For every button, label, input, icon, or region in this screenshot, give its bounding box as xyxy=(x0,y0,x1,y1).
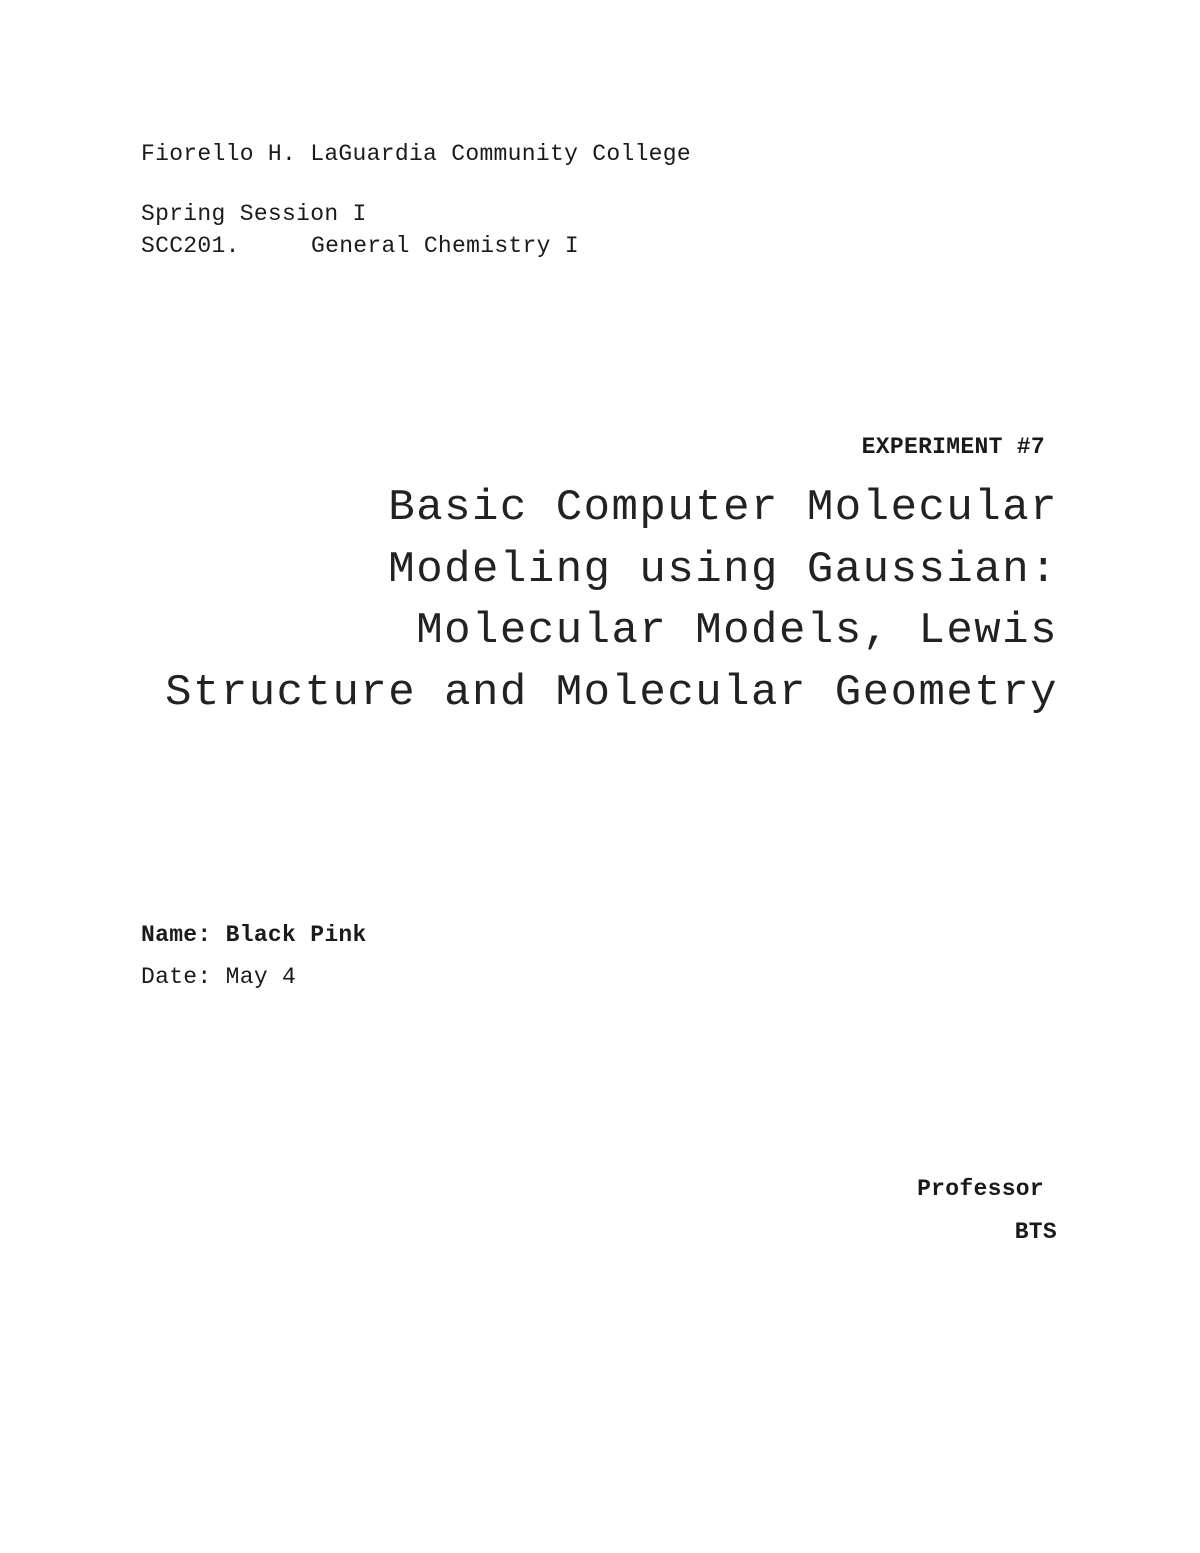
course-code: SCC201. xyxy=(141,233,240,259)
title-line: Structure and Molecular Geometry xyxy=(165,667,1058,718)
title-line: Modeling using Gaussian: xyxy=(388,544,1058,595)
professor-name: BTS xyxy=(1014,1219,1057,1245)
title-line: Basic Computer Molecular xyxy=(388,483,1058,533)
experiment-label: EXPERIMENT #7 xyxy=(861,434,1045,460)
college-name: Fiorello H. LaGuardia Community College xyxy=(141,141,691,167)
course-line xyxy=(141,235,579,258)
session-name: Spring Session I xyxy=(141,201,367,227)
submission-date: Date: May 4 xyxy=(141,964,297,990)
student-name: Name: Black Pink xyxy=(141,922,367,948)
experiment-title xyxy=(58,478,1058,724)
professor-title: Professor xyxy=(917,1176,1044,1202)
title-line: Molecular Models, Lewis xyxy=(416,606,1058,656)
course-name: General Chemistry I xyxy=(311,233,579,259)
